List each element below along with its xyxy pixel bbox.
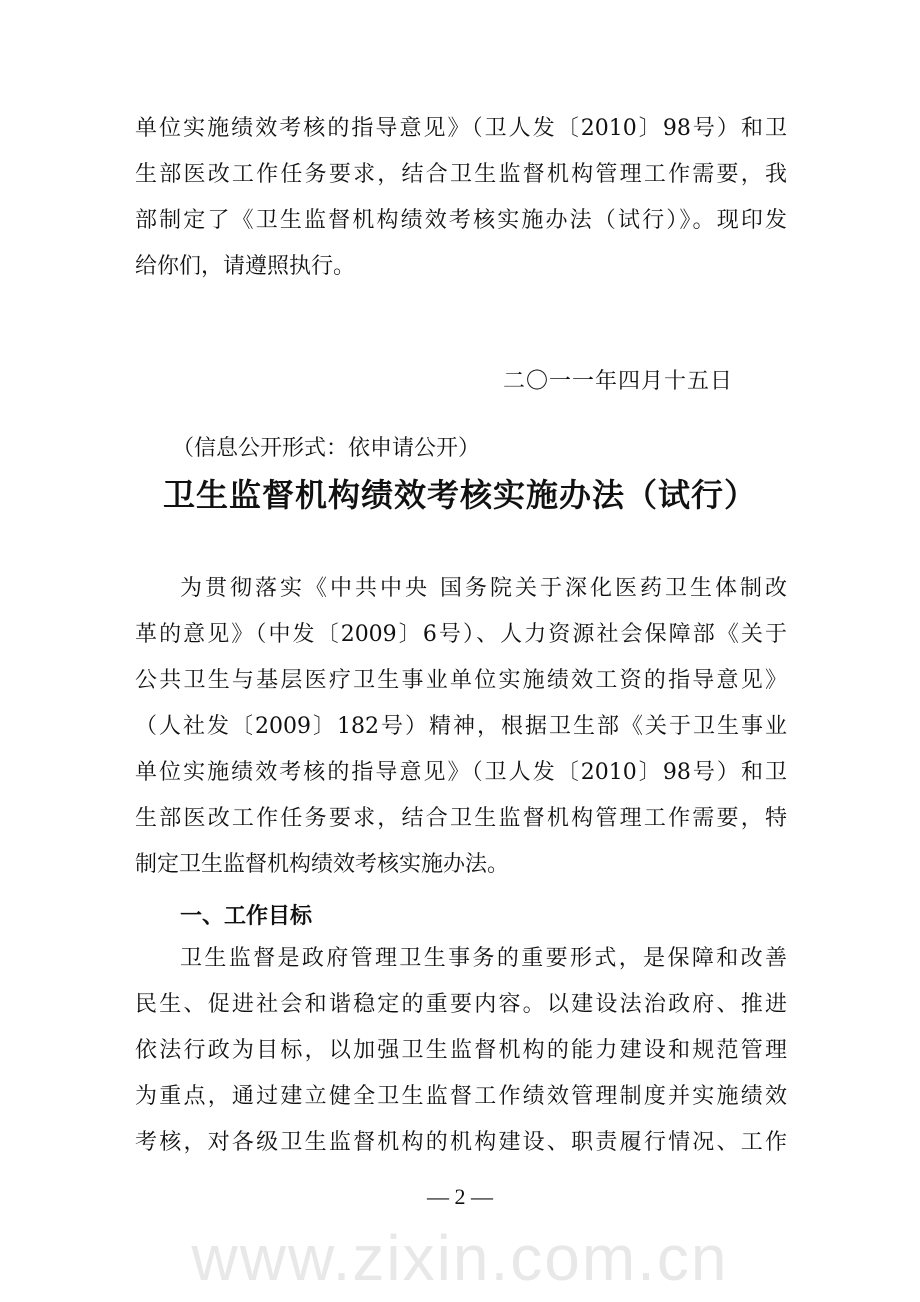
para-line: 制定卫生监督机构绩效考核实施办法。 — [135, 852, 510, 877]
page-number: — 2 — — [427, 1184, 493, 1209]
para-line: 革的意见》（中发〔2009〕6号）、人力资源社会保障部《关于 — [135, 622, 787, 647]
intro-line: 给你们，请遵照执行。 — [135, 254, 356, 279]
watermark: www.zixin.com.cn — [191, 1222, 729, 1294]
para-line: 依法行政为目标，以加强卫生监督机构的能力建设和规范管理 — [135, 1038, 787, 1063]
para-line: 民生、促进社会和谐稳定的重要内容。以建设法治政府、推进 — [135, 992, 787, 1017]
para-line: （人社发〔2009〕182号）精神，根据卫生部《关于卫生事业 — [135, 714, 787, 739]
info-disclosure: （信息公开形式：依申请公开） — [172, 436, 481, 461]
para-line: 为重点，通过建立健全卫生监督工作绩效管理制度并实施绩效 — [135, 1084, 787, 1109]
issue-date: 二〇一一年四月十五日 — [503, 369, 734, 394]
para-line: 公共卫生与基层医疗卫生事业单位实施绩效工资的指导意见》 — [135, 668, 787, 693]
intro-line: 单位实施绩效考核的指导意见》（卫人发〔2010〕98号）和卫 — [135, 116, 787, 141]
para-line: 卫生监督是政府管理卫生事务的重要形式，是保障和改善 — [180, 946, 787, 971]
para-line: 生部医改工作任务要求，结合卫生监督机构管理工作需要，特 — [135, 806, 787, 831]
document-title: 卫生监督机构绩效考核实施办法（试行） — [162, 476, 757, 514]
intro-line: 生部医改工作任务要求，结合卫生监督机构管理工作需要，我 — [135, 162, 787, 187]
para-line: 为贯彻落实《中共中央 国务院关于深化医药卫生体制改 — [180, 576, 787, 601]
section-heading: 一、工作目标 — [180, 904, 313, 929]
para-line: 考核，对各级卫生监督机构的机构建设、职责履行情况、工作 — [135, 1130, 787, 1155]
para-line: 单位实施绩效考核的指导意见》（卫人发〔2010〕98号）和卫 — [135, 760, 787, 785]
intro-line: 部制定了《卫生监督机构绩效考核实施办法（试行）》。现印发 — [135, 208, 787, 233]
